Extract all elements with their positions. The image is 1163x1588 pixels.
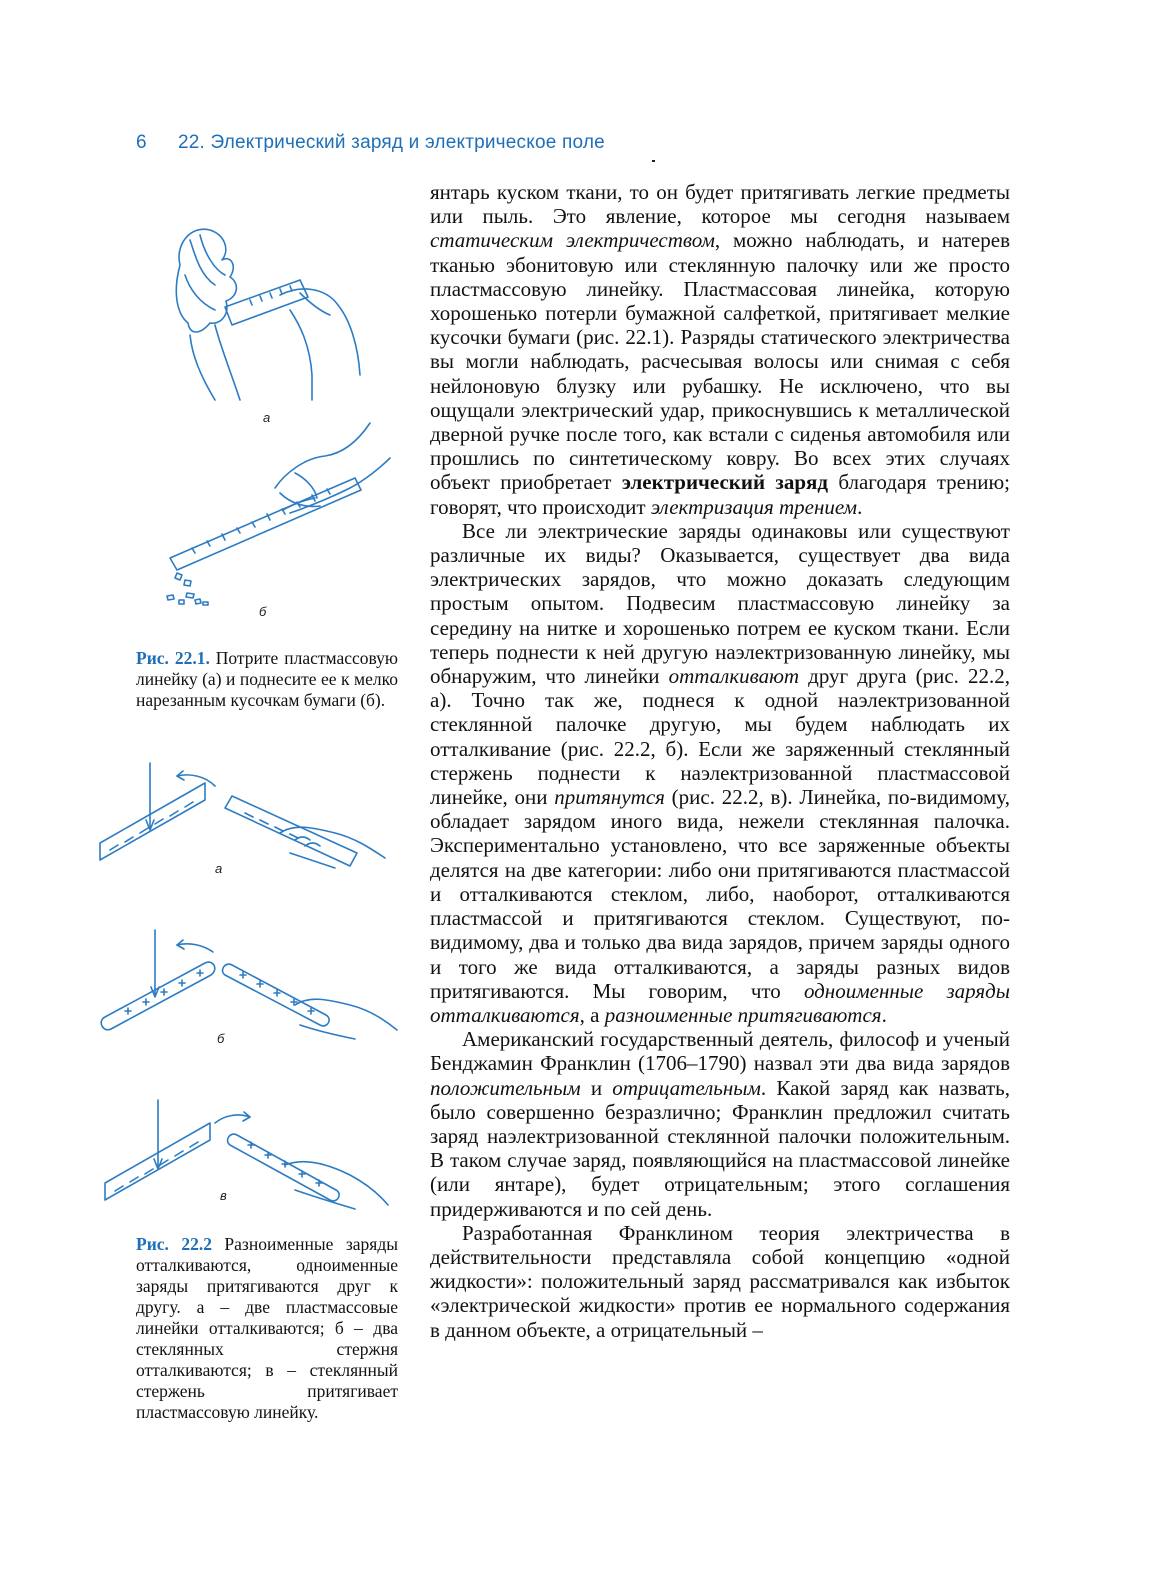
term-static-electricity: статическим электричеством (430, 228, 715, 253)
p3-text: и (580, 1075, 613, 1100)
figure-22-2-caption (136, 1234, 398, 1423)
paragraph-2 (430, 519, 1010, 1027)
running-header (136, 132, 605, 154)
figure-22-1-sublabel-b: б (259, 604, 267, 619)
term-negative: отрицательным (612, 1075, 761, 1100)
p2-text: , а (579, 1002, 605, 1027)
page-number: 6 (136, 132, 147, 153)
figure-22-2-caption-label: Рис. 22.2 (136, 1234, 212, 1254)
p2-text: (рис. 22.2, в). Линейка, по-видимому, обладает зарядом иного вида, нежели стеклянная палочка. Экспериментально установлено, что все заряженные объекты делятся на две категории: либо они притягиваются пластмассой и отталкиваются стеклом, либо, наоборот, отталкиваются пластмассой и притягиваются стеклом. Существуют, по-видимому, два и только два вида зарядов, причем заряды одного и того же вида отталкиваются, а заряды разных видов притягиваются. Мы говорим, что (430, 785, 1010, 1003)
paragraph-3 (430, 1027, 1010, 1221)
p1-text: . (857, 494, 863, 519)
figure-22-2-sublabel-c: в (220, 1188, 227, 1203)
figure-22-1-caption-label: Рис. 22.1. (136, 648, 210, 668)
term-friction-electrification: электризация трением (650, 494, 858, 519)
p2-text: друг друга (рис. 22.2, а). Точно так же, поднеся к одной наэлектризованной стеклянной палочке другую, мы будем наблюдать их отталкивание (рис. 22.2, б). Если же заряженный стеклянный стержень поднести к наэлектризованной пластмассовой линейке, они (430, 664, 1010, 810)
figure-22-2-caption-text: Разноименные заряды отталкиваются, одноименные заряды притягиваются друг к другу. а – две пластмассовые линейки отталкиваются; б – два стеклянных стержня отталкиваются; в – стеклянный стержень притягивает пластмассовую линейку. (136, 1234, 398, 1422)
term-unlike-charges-attract: разноименные притягиваются (604, 1002, 882, 1027)
figure-22-1b (155, 418, 395, 613)
term-positive: положительным (430, 1075, 581, 1100)
paragraph-1 (430, 180, 1010, 519)
figure-22-2-sublabel-a: а (215, 861, 223, 876)
figure-22-2c (100, 1095, 390, 1215)
p2-text: Все ли электрические заряды одинаковы или существуют различные их виды? Оказывается, существует два вида электрических зарядов, что можно доказать следующим простым опытом. Подвесим пластмассовую линейку за середину на нитке и хорошенько потрем ее куском ткани. Если теперь поднести к ней другую наэлектризованную линейку, мы обнаружим, что линейки (430, 518, 1010, 689)
p2-text: . (881, 1002, 887, 1027)
paragraph-4 (430, 1221, 1010, 1342)
term-attract: притянутся (554, 785, 665, 810)
figure-22-2a (95, 758, 395, 873)
figure-22-2-sublabel-b: б (217, 1031, 225, 1046)
figure-22-1-sublabel-a: а (263, 410, 271, 425)
term-like-charges-repel: одноименные заряды отталкиваются (430, 978, 1011, 1027)
p3-text: . Какой заряд как назвать, было совершенно безразлично; Франклин предложил считать заряд наэлектризованной стеклянной палочки положительным. В таком случае заряд, появляющийся на пластмассовой линейке (или янтаре), будет отрицательным; этого соглашения придерживаются и по сей день. (430, 1075, 1010, 1221)
p3-text: Американский государственный деятель, философ и ученый Бенджамин Франклин (1706–1790) назвал эти два вида зарядов (430, 1027, 1010, 1076)
p1-text: благодаря трению; говорят, что происходит (430, 470, 1011, 519)
term-repel: отталкивают (668, 664, 800, 689)
p1-text: янтарь куском ткани, то он будет притягивать легкие предметы или пыль. Это явление, которое мы сегодня называем (430, 180, 1010, 229)
figure-22-2b (95, 925, 400, 1045)
chapter-title: 22. Электрический заряд и электрическое поле (178, 132, 605, 153)
figure-22-1-caption (136, 648, 398, 711)
p4-text: Разработанная Франклином теория электричества в действительности представляла собой концепцию «одной жидкости»: положительный заряд рассматривался как избыток «электрической жидкости» против ее нормального содержания в данном объекте, а отрицательный – (430, 1220, 1010, 1342)
figure-22-1a (160, 215, 370, 405)
body-text (430, 180, 1010, 1342)
p1-text: , можно наблюдать, и натерев тканью эбонитовую или стеклянную палочку или же просто пластмассовую линейку. Пластмассовая линейка, которую хорошенько потерли бумажной салфеткой, притягивает мелкие кусочки бумаги (рис. 22.1). Разряды статического электричества вы могли наблюдать, расчесывая волосы или снимая с себя нейлоновую блузку или рубашку. Не исключено, что вы ощущали электрический удар, прикоснувшись к металлической дверной ручке после того, как встали с сиденья автомобиля или прошлись по синтетическому ковру. Во всех этих случаях объект приобретает (430, 228, 1010, 495)
figure-22-1-caption-text: Потрите пластмассовую линейку (а) и поднесите ее к мелко нарезанным кусочкам бумаги (б). (136, 648, 399, 710)
stray-mark (652, 160, 655, 162)
term-electric-charge: электрический заряд (621, 470, 829, 495)
